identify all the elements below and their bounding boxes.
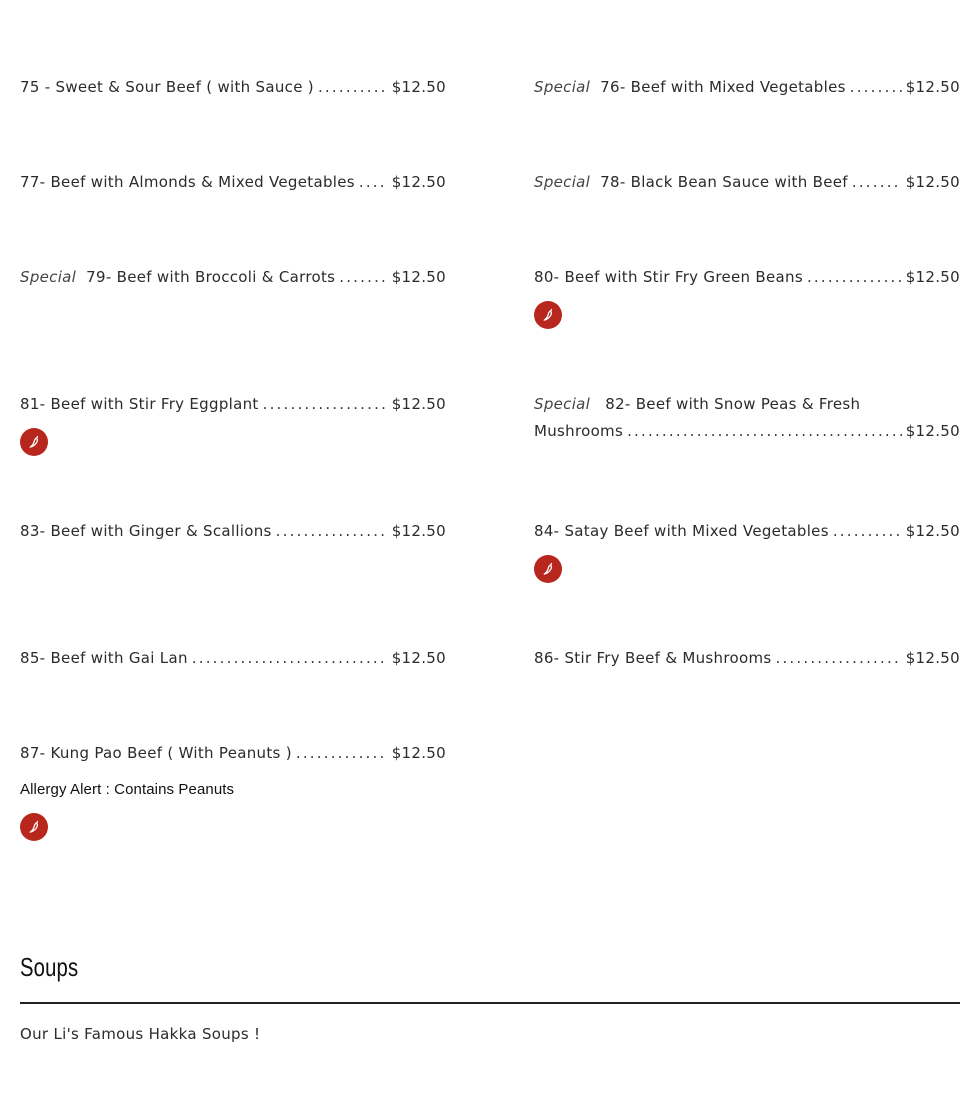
- leader-dots: [263, 391, 388, 418]
- leader-dots: [850, 74, 902, 101]
- menu-item-price: $12.50: [905, 422, 960, 440]
- leader-dots: [339, 264, 387, 291]
- menu-item-name: 87- Kung Pao Beef ( With Peanuts ): [20, 744, 292, 762]
- menu-item-price: $12.50: [391, 522, 446, 540]
- menu-item-price: $12.50: [391, 173, 446, 191]
- menu-item-name: 84- Satay Beef with Mixed Vegetables: [534, 522, 829, 540]
- menu-item-name: 81- Beef with Stir Fry Eggplant: [20, 395, 259, 413]
- menu-item: [534, 391, 960, 445]
- menu-item-name: 79- Beef with Broccoli & Carrots: [86, 268, 336, 286]
- menu-item-name: 85- Beef with Gai Lan: [20, 649, 188, 667]
- chili-pepper-icon: [20, 428, 48, 456]
- menu-item-price: [906, 0, 960, 6]
- menu-item-name: 78- Black Bean Sauce with Beef: [600, 173, 848, 191]
- menu-item: [20, 740, 446, 841]
- leader-dots: [775, 645, 901, 672]
- leader-dots: [833, 518, 902, 545]
- menu-item-name: 83- Beef with Ginger & Scallions: [20, 522, 272, 540]
- menu-item-price: $12.50: [905, 522, 960, 540]
- section-description: Our Li's Famous Hakka Soups !: [20, 1025, 261, 1043]
- menu-item-name: 75 - Sweet & Sour Beef ( with Sauce ): [20, 78, 314, 96]
- menu-item-name: [20, 0, 266, 6]
- leader-dots: [831, 0, 902, 6]
- menu-item-price: $12.50: [391, 649, 446, 667]
- leader-dots: [270, 0, 388, 6]
- menu-item: [20, 0, 446, 6]
- special-label: Special: [20, 268, 77, 286]
- leader-dots: [359, 169, 388, 196]
- menu-item: [20, 645, 446, 672]
- leader-dots: [276, 518, 388, 545]
- leader-dots: [192, 645, 388, 672]
- menu-item-name: 76- Beef with Mixed Vegetables: [600, 78, 846, 96]
- menu-item-name: [534, 0, 827, 6]
- menu-item: [534, 169, 960, 196]
- special-label: Special: [534, 78, 591, 96]
- menu-item-price: $12.50: [391, 268, 446, 286]
- menu-item-price: $12.50: [391, 744, 446, 762]
- section-divider: [20, 1002, 960, 1004]
- menu-item-name: 77- Beef with Almonds & Mixed Vegetables: [20, 173, 355, 191]
- menu-item: [534, 0, 960, 6]
- chili-pepper-icon: [534, 555, 562, 583]
- menu-item: [20, 264, 446, 291]
- menu-item-price: $12.50: [905, 268, 960, 286]
- menu-item-name: Mushrooms: [534, 422, 624, 440]
- menu-item: [20, 169, 446, 196]
- special-label: Special: [534, 395, 591, 413]
- menu-item: [20, 74, 446, 101]
- menu-item-price: $12.50: [391, 78, 446, 96]
- leader-dots: [807, 264, 902, 291]
- chili-pepper-icon: [20, 813, 48, 841]
- menu-item: [534, 518, 960, 583]
- menu-item: [534, 74, 960, 101]
- leader-dots: [627, 418, 902, 445]
- menu-item: [20, 391, 446, 456]
- menu-item: [534, 645, 960, 672]
- allergy-alert: Allergy Alert : Contains Peanuts: [20, 781, 235, 798]
- menu-item-name: 86- Stir Fry Beef & Mushrooms: [534, 649, 772, 667]
- chili-pepper-icon: [534, 301, 562, 329]
- special-label: Special: [534, 173, 591, 191]
- menu-item: [534, 264, 960, 329]
- menu-item-price: $12.50: [391, 395, 446, 413]
- leader-dots: [852, 169, 902, 196]
- section-title-soups: Soups: [20, 952, 79, 982]
- leader-dots: [296, 740, 388, 767]
- menu-item: [20, 518, 446, 545]
- menu-item-price: $12.50: [905, 173, 960, 191]
- menu-item-name: 80- Beef with Stir Fry Green Beans: [534, 268, 803, 286]
- menu-item-price: $12.50: [905, 649, 960, 667]
- menu-item-name-line1: 82- Beef with Snow Peas & Fresh: [605, 395, 861, 413]
- menu-item-price: [392, 0, 446, 6]
- menu-item-price: $12.50: [905, 78, 960, 96]
- leader-dots: [318, 74, 388, 101]
